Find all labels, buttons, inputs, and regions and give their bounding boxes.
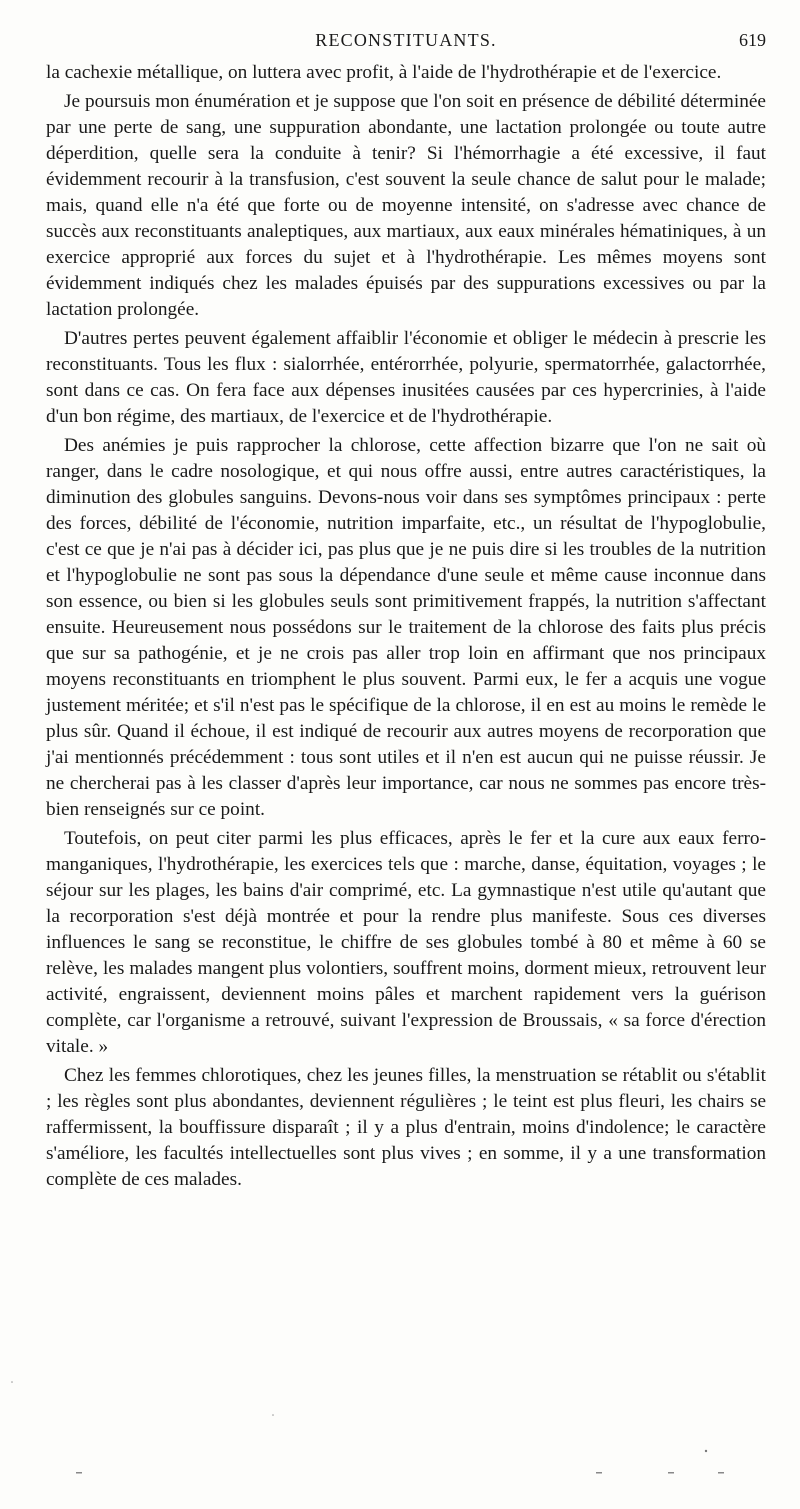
paragraph: Toutefois, on peut citer parmi les plus efficaces, après le fer et la cure aux eaux ferro-manganiques, l'hydrothérapie, les exercices tels que : marche, danse, équitation, voyages ; le séjour sur les plages, les bains d'air comprimé, etc. La gymnastique n'est utile qu'autant que la recorporation s'est déjà montrée et pour la rendre plus manifeste. Sous ces diverses influences le sang se reconstitue, le chiffre de ses globules tombé à 80 et même à 60 se relève, les malades mangent plus volontiers, souffrent moins, dorment mieux, retrouvent leur activité, engraissent, deviennent moins pâles et marchent rapidement vers la guérison complète, car l'organisme a retrouvé, suivant l'expression de Broussais, « sa force d'érection vitale. » [46, 828, 766, 1057]
speck [718, 1472, 724, 1474]
speck [705, 1450, 707, 1452]
running-header [46, 26, 766, 60]
speck [76, 1472, 82, 1474]
book-page [46, 26, 766, 1193]
speck [668, 1472, 674, 1474]
speck [272, 1414, 274, 1416]
running-title: RECONSTITUANTS. [315, 30, 497, 50]
speck [11, 1381, 13, 1383]
paragraph: D'autres pertes peuvent également affaiblir l'économie et obliger le médecin à prescrie les reconstituants. Tous les flux : sialorrhée, entérorrhée, polyurie, spermatorrhée, galactorrhée, sont dans ce cas. On fera face aux dépenses inusitées causées par ces hypercrinies, à l'aide d'un bon régime, des martiaux, de l'exercice et de l'hydrothérapie. [46, 328, 766, 427]
paragraph-continuation: la cachexie métallique, on luttera avec profit, à l'aide de l'hydrothérapie et de l'exercice. [46, 62, 722, 83]
speck [596, 1472, 602, 1474]
page-number: 619 [739, 30, 766, 50]
paragraph: Des anémies je puis rapprocher la chlorose, cette affection bizarre que l'on ne sait où ranger, dans le cadre nosologique, et qui nous offre aussi, entre autres caractéristiques, la diminution des globules sanguins. Devons-nous voir dans ses symptômes principaux : perte des forces, débilité de l'économie, nutrition imparfaite, etc., un résultat de l'hypoglobulie, c'est ce que je n'ai pas à décider ici, pas plus que je ne puis dire si les troubles de la nutrition et l'hypoglobulie ne sont pas sous la dépendance d'une seule et même cause inconnue dans son essence, ou bien si les globules seuls sont primitivement frappés, la nutrition s'affectant ensuite. Heureusement nous possédons sur le traitement de la chlorose des faits plus précis que sur sa pathogénie, et je ne crois pas aller trop loin en affirmant que nos principaux moyens reconstituants en triomphent le plus souvent. Parmi eux, le fer a acquis une vogue justement méritée; et s'il n'est pas le spécifique de la chlorose, il en est au moins le remède le plus sûr. Quand il échoue, il est indiqué de recourir aux autres moyens de recorporation que j'ai mentionnés précédemment : tous sont utiles et il n'en est aucun qui ne puisse réussir. Je ne chercherai pas à les classer d'après leur importance, car nous ne sommes pas encore très-bien renseignés sur ce point. [46, 435, 766, 820]
paragraph: Je poursuis mon énumération et je suppose que l'on soit en présence de débilité déterminée par une perte de sang, une suppuration abondante, une lactation prolongée ou toute autre déperdition, quelle sera la conduite à tenir? Si l'hémorrhagie a été excessive, il faut évidemment recourir à la transfusion, c'est souvent la seule chance de salut pour le malade; mais, quand elle n'a été que forte ou de moyenne intensité, on s'adresse avec chance de succès aux reconstituants analeptiques, aux martiaux, aux eaux minérales hématiniques, à un exercice approprié aux forces du sujet et à l'hydrothérapie. Les mêmes moyens sont évidemment indiqués chez les malades épuisés par des suppurations excessives ou par la lactation prolongée. [46, 91, 766, 320]
paragraph: Chez les femmes chlorotiques, chez les jeunes filles, la menstruation se rétablit ou s'établit ; les règles sont plus abondantes, deviennent régulières ; le teint est plus fleuri, les chairs se raffermissent, la bouffissure disparaît ; il y a plus d'entrain, moins d'indolence; le caractère s'améliore, les facultés intellectuelles sont plus vives ; en somme, il y a une transformation complète de ces malades. [46, 1065, 766, 1190]
body-text [46, 60, 766, 1193]
